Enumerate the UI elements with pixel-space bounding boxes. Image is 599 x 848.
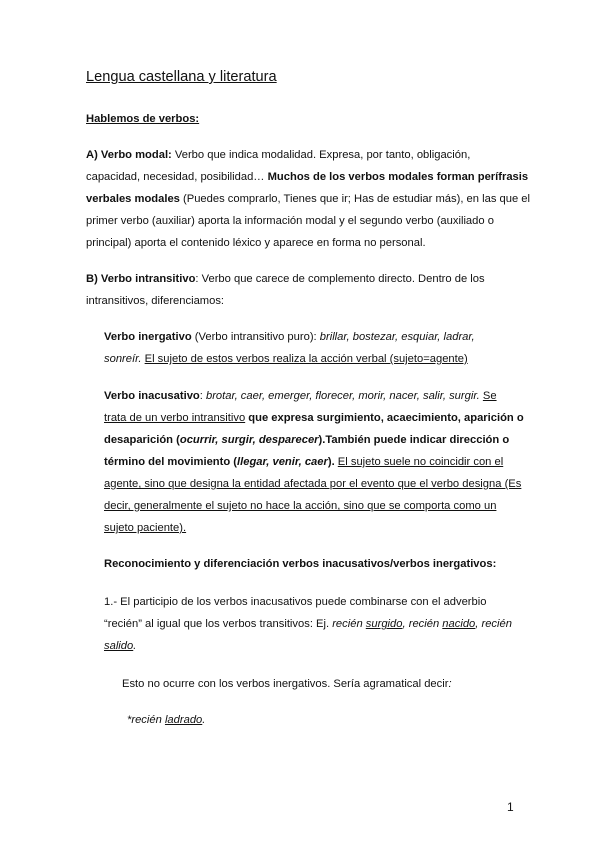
note-line	[122, 677, 452, 691]
modal-text-3b: (Puedes comprarlo, Tienes que ir; Has de estudiar más), en las que el	[179, 193, 531, 205]
example-suffix: .	[202, 714, 206, 726]
inergative-text-2a: sonreír.	[104, 353, 142, 365]
modal-line-4: primer verbo (auxiliar) aporta la información modal y el segundo verbo (auxiliado o	[86, 215, 494, 227]
unaccusative-line-7: sujeto paciente).	[104, 522, 187, 534]
section-heading: Hablemos de verbos:	[86, 113, 200, 125]
unaccusative-label: Verbo inacusativo	[104, 390, 200, 402]
point1-line-1: 1.- El participio de los verbos inacusativos puede combinarse con el adverbio	[104, 596, 487, 608]
page-title: Lengua castellana y literatura	[86, 69, 277, 85]
modal-line-5: principal) aporta el contenido léxico y aparece en forma no personal.	[86, 237, 426, 249]
point1-line-3	[104, 639, 136, 653]
point1-example-salido: salido	[104, 640, 134, 652]
unaccusative-text-3a: desaparición (	[104, 434, 180, 446]
modal-label: A) Verbo modal:	[86, 149, 172, 161]
modal-line-2	[86, 170, 528, 184]
modal-text-2a: capacidad, necesidad, posibilidad…	[86, 171, 268, 183]
point1-text-2f: , recién	[475, 618, 512, 630]
point1-text-2a: “recién” al igual que los verbos transitivos: Ej.	[104, 618, 333, 630]
inergative-label: Verbo inergativo	[104, 331, 192, 343]
unaccusative-text-4c: ).	[327, 456, 335, 468]
unaccusative-text-2b: que expresa surgimiento, acaecimiento, aparición o	[245, 412, 524, 424]
note-text: Esto no ocurre con los verbos inergativos. Sería agramatical decir	[122, 678, 449, 690]
inergative-examples: brillar, bostezar, esquiar, ladrar,	[319, 331, 475, 343]
unaccusative-line-4	[104, 455, 503, 469]
intransitive-label: B) Verbo intransitivo	[86, 273, 196, 285]
unaccusative-line-1	[104, 389, 497, 403]
unaccusative-examples: brotar, caer, emerger, florecer, morir, nacer, salir, surgir.	[205, 390, 480, 402]
unaccusative-text-1c: Se	[482, 390, 497, 402]
intransitive-text-1: : Verbo que carece de complemento directo. Dentro de los	[195, 273, 485, 285]
inergative-text-2b: El sujeto de estos verbos realiza la acción verbal (sujeto=agente)	[144, 353, 468, 365]
unaccusative-text-1a: :	[199, 390, 206, 402]
note-colon: :	[448, 678, 452, 690]
modal-text-1: Verbo que indica modalidad. Expresa, por tanto, obligación,	[171, 149, 471, 161]
point1-example-surgido: surgido	[365, 618, 403, 630]
unaccusative-text-3b: ocurrir, surgir, desparecer	[179, 434, 319, 446]
page-number: 1	[507, 800, 514, 814]
example-line	[127, 713, 205, 727]
modal-line-3	[86, 192, 530, 206]
unaccusative-line-2	[104, 411, 524, 425]
modal-line-1	[86, 148, 470, 162]
point1-example-nacido: nacido	[442, 618, 476, 630]
point1-text-3b: .	[133, 640, 137, 652]
unaccusative-line-6: decir, generalmente el sujeto no hace la acción, sino que se comporta como un	[104, 500, 497, 512]
intransitive-line-2: intransitivos, diferenciamos:	[86, 295, 225, 307]
inergative-text-1a: (Verbo intransitivo puro):	[191, 331, 320, 343]
modal-text-2b: Muchos de los verbos modales forman perífrasis	[267, 171, 529, 183]
unaccusative-text-4a: término del movimiento (	[104, 456, 238, 468]
modal-text-3a: verbales modales	[86, 193, 180, 205]
point1-line-2	[104, 617, 512, 631]
unaccusative-line-3	[104, 433, 509, 447]
inergative-line-2	[104, 352, 468, 366]
unaccusative-text-4b: llegar, venir, caer	[237, 456, 328, 468]
unaccusative-text-3c: ).También puede indicar dirección o	[318, 434, 510, 446]
unaccusative-text-4d: El sujeto suele no coincidir con el	[337, 456, 504, 468]
inergative-line-1	[104, 330, 475, 344]
point1-text-2d: , recién	[402, 618, 443, 630]
unaccusative-text-2a: trata de un verbo intransitivo	[104, 412, 246, 424]
example-word: ladrado	[164, 714, 203, 726]
example-prefix: *recién	[127, 714, 165, 726]
point1-text-2b: recién	[332, 618, 366, 630]
unaccusative-line-5: agente, sino que designa la entidad afectada por el evento que el verbo designa (Es	[104, 478, 522, 490]
recognition-heading: Reconocimiento y diferenciación verbos inacusativos/verbos inergativos:	[104, 558, 497, 570]
intransitive-line-1	[86, 272, 485, 286]
